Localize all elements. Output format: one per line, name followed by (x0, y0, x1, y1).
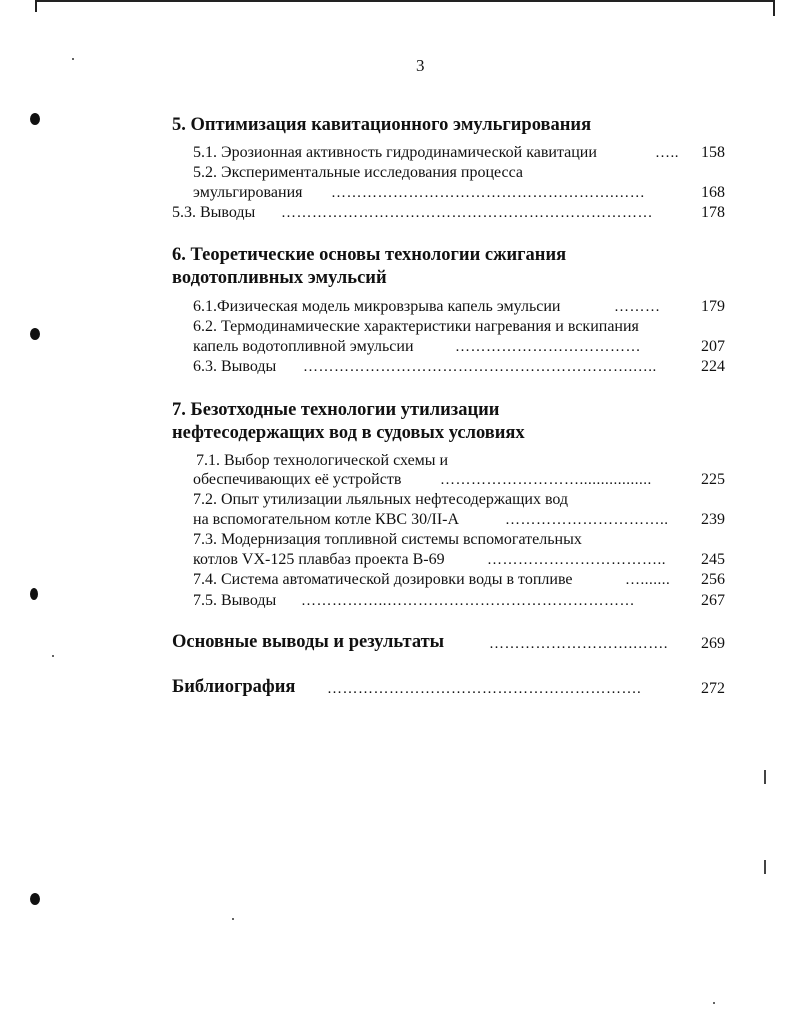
page-border-left (35, 0, 37, 12)
punch-hole-mark (30, 328, 40, 340)
toc-dots: ……………………………………………………….….. (303, 359, 657, 375)
scan-speck (232, 918, 234, 920)
toc-entry-7-4: 7.4. Система автоматической дозировки воды в топливе (193, 571, 573, 588)
toc-entry-7-1: 7.1. Выбор технологической схемы и (196, 452, 449, 469)
toc-page-number: 269 (701, 635, 725, 652)
toc-dots: …....... (625, 572, 671, 588)
toc-entry-7-1-cont: обеспечивающих её устройств (193, 471, 402, 488)
toc-page-number: 179 (701, 298, 725, 315)
toc-entry-5-1: 5.1. Эрозионная активность гидродинамической кавитации (193, 144, 597, 161)
toc-entry-6-2: 6.2. Термодинамические характеристики нагревания и вскипания (193, 318, 639, 335)
toc-dots: ……………………………………………….…… (331, 185, 646, 201)
toc-entry-5-2: 5.2. Экспериментальные исследования процесса (193, 164, 524, 181)
toc-entry-7-5: 7.5. Выводы (193, 592, 277, 609)
section-7-heading-cont: нефтесодержащих вод в судовых условиях (172, 423, 525, 443)
toc-page-number: 256 (701, 571, 725, 588)
toc-page-number: 207 (701, 338, 725, 355)
scan-speck (52, 655, 54, 657)
scan-speck (713, 1002, 715, 1004)
toc-dots: ……………………………………………………………… (281, 205, 653, 221)
toc-entry-5-3: 5.3. Выводы (172, 204, 256, 221)
toc-dots: ………………………….. (505, 512, 669, 528)
page-border-top (35, 0, 775, 2)
toc-entry-7-2-cont: на вспомогательном котле КВС 30/II-А (193, 511, 460, 528)
toc-page-number: 239 (701, 511, 725, 528)
toc-entry-6-1: 6.1.Физическая модель микровзрыва капель эмульсии (193, 298, 561, 315)
toc-dots: ……………………………… (455, 339, 641, 355)
scan-speck (72, 58, 74, 60)
toc-entry-7-3-cont: котлов VX-125 плавбаз проекта В-69 (193, 551, 445, 568)
toc-page-number: 224 (701, 358, 725, 375)
toc-entry-7-3: 7.3. Модернизация топливной системы вспомогательных (193, 531, 582, 548)
toc-page-number: 245 (701, 551, 725, 568)
toc-dots: ………………………................. (440, 472, 652, 488)
toc-page-number: 225 (701, 471, 725, 488)
scan-edge-mark (764, 860, 766, 874)
toc-dots: ……………..………………………………………… (301, 593, 635, 609)
punch-hole-mark (30, 588, 38, 600)
toc-dots: ……………………….……. (489, 636, 668, 652)
toc-entry-6-3: 6.3. Выводы (193, 358, 277, 375)
toc-page-number: 168 (701, 184, 725, 201)
section-6-heading-cont: водотопливных эмульсий (172, 268, 387, 288)
toc-page-number: 178 (701, 204, 725, 221)
page-border-right (773, 0, 775, 16)
toc-page-number: 158 (701, 144, 725, 161)
punch-hole-mark (30, 113, 40, 125)
toc-entry-conclusions: Основные выводы и результаты (172, 632, 445, 652)
toc-entry-5-2-cont: эмульгирования (193, 184, 303, 201)
toc-dots: ……… (614, 299, 661, 315)
toc-entry-7-2: 7.2. Опыт утилизации льяльных нефтесодержащих вод (193, 491, 569, 508)
scan-edge-mark (764, 770, 766, 784)
toc-dots: ……………………………………………………. (327, 681, 642, 697)
toc-entry-6-2-cont: капель водотопливной эмульсии (193, 338, 414, 355)
punch-hole-mark (30, 893, 40, 905)
toc-dots: ….. (655, 145, 679, 161)
toc-entry-bibliography: Библиография (172, 677, 296, 697)
toc-page-number: 272 (701, 680, 725, 697)
page-number: 3 (416, 56, 425, 75)
toc-page-number: 267 (701, 592, 725, 609)
section-7-heading: 7. Безотходные технологии утилизации (172, 400, 500, 420)
section-5-heading: 5. Оптимизация кавитационного эмульгирования (172, 115, 592, 135)
toc-dots: …………………………….. (487, 552, 666, 568)
section-6-heading: 6. Теоретические основы технологии сжигания (172, 245, 567, 265)
